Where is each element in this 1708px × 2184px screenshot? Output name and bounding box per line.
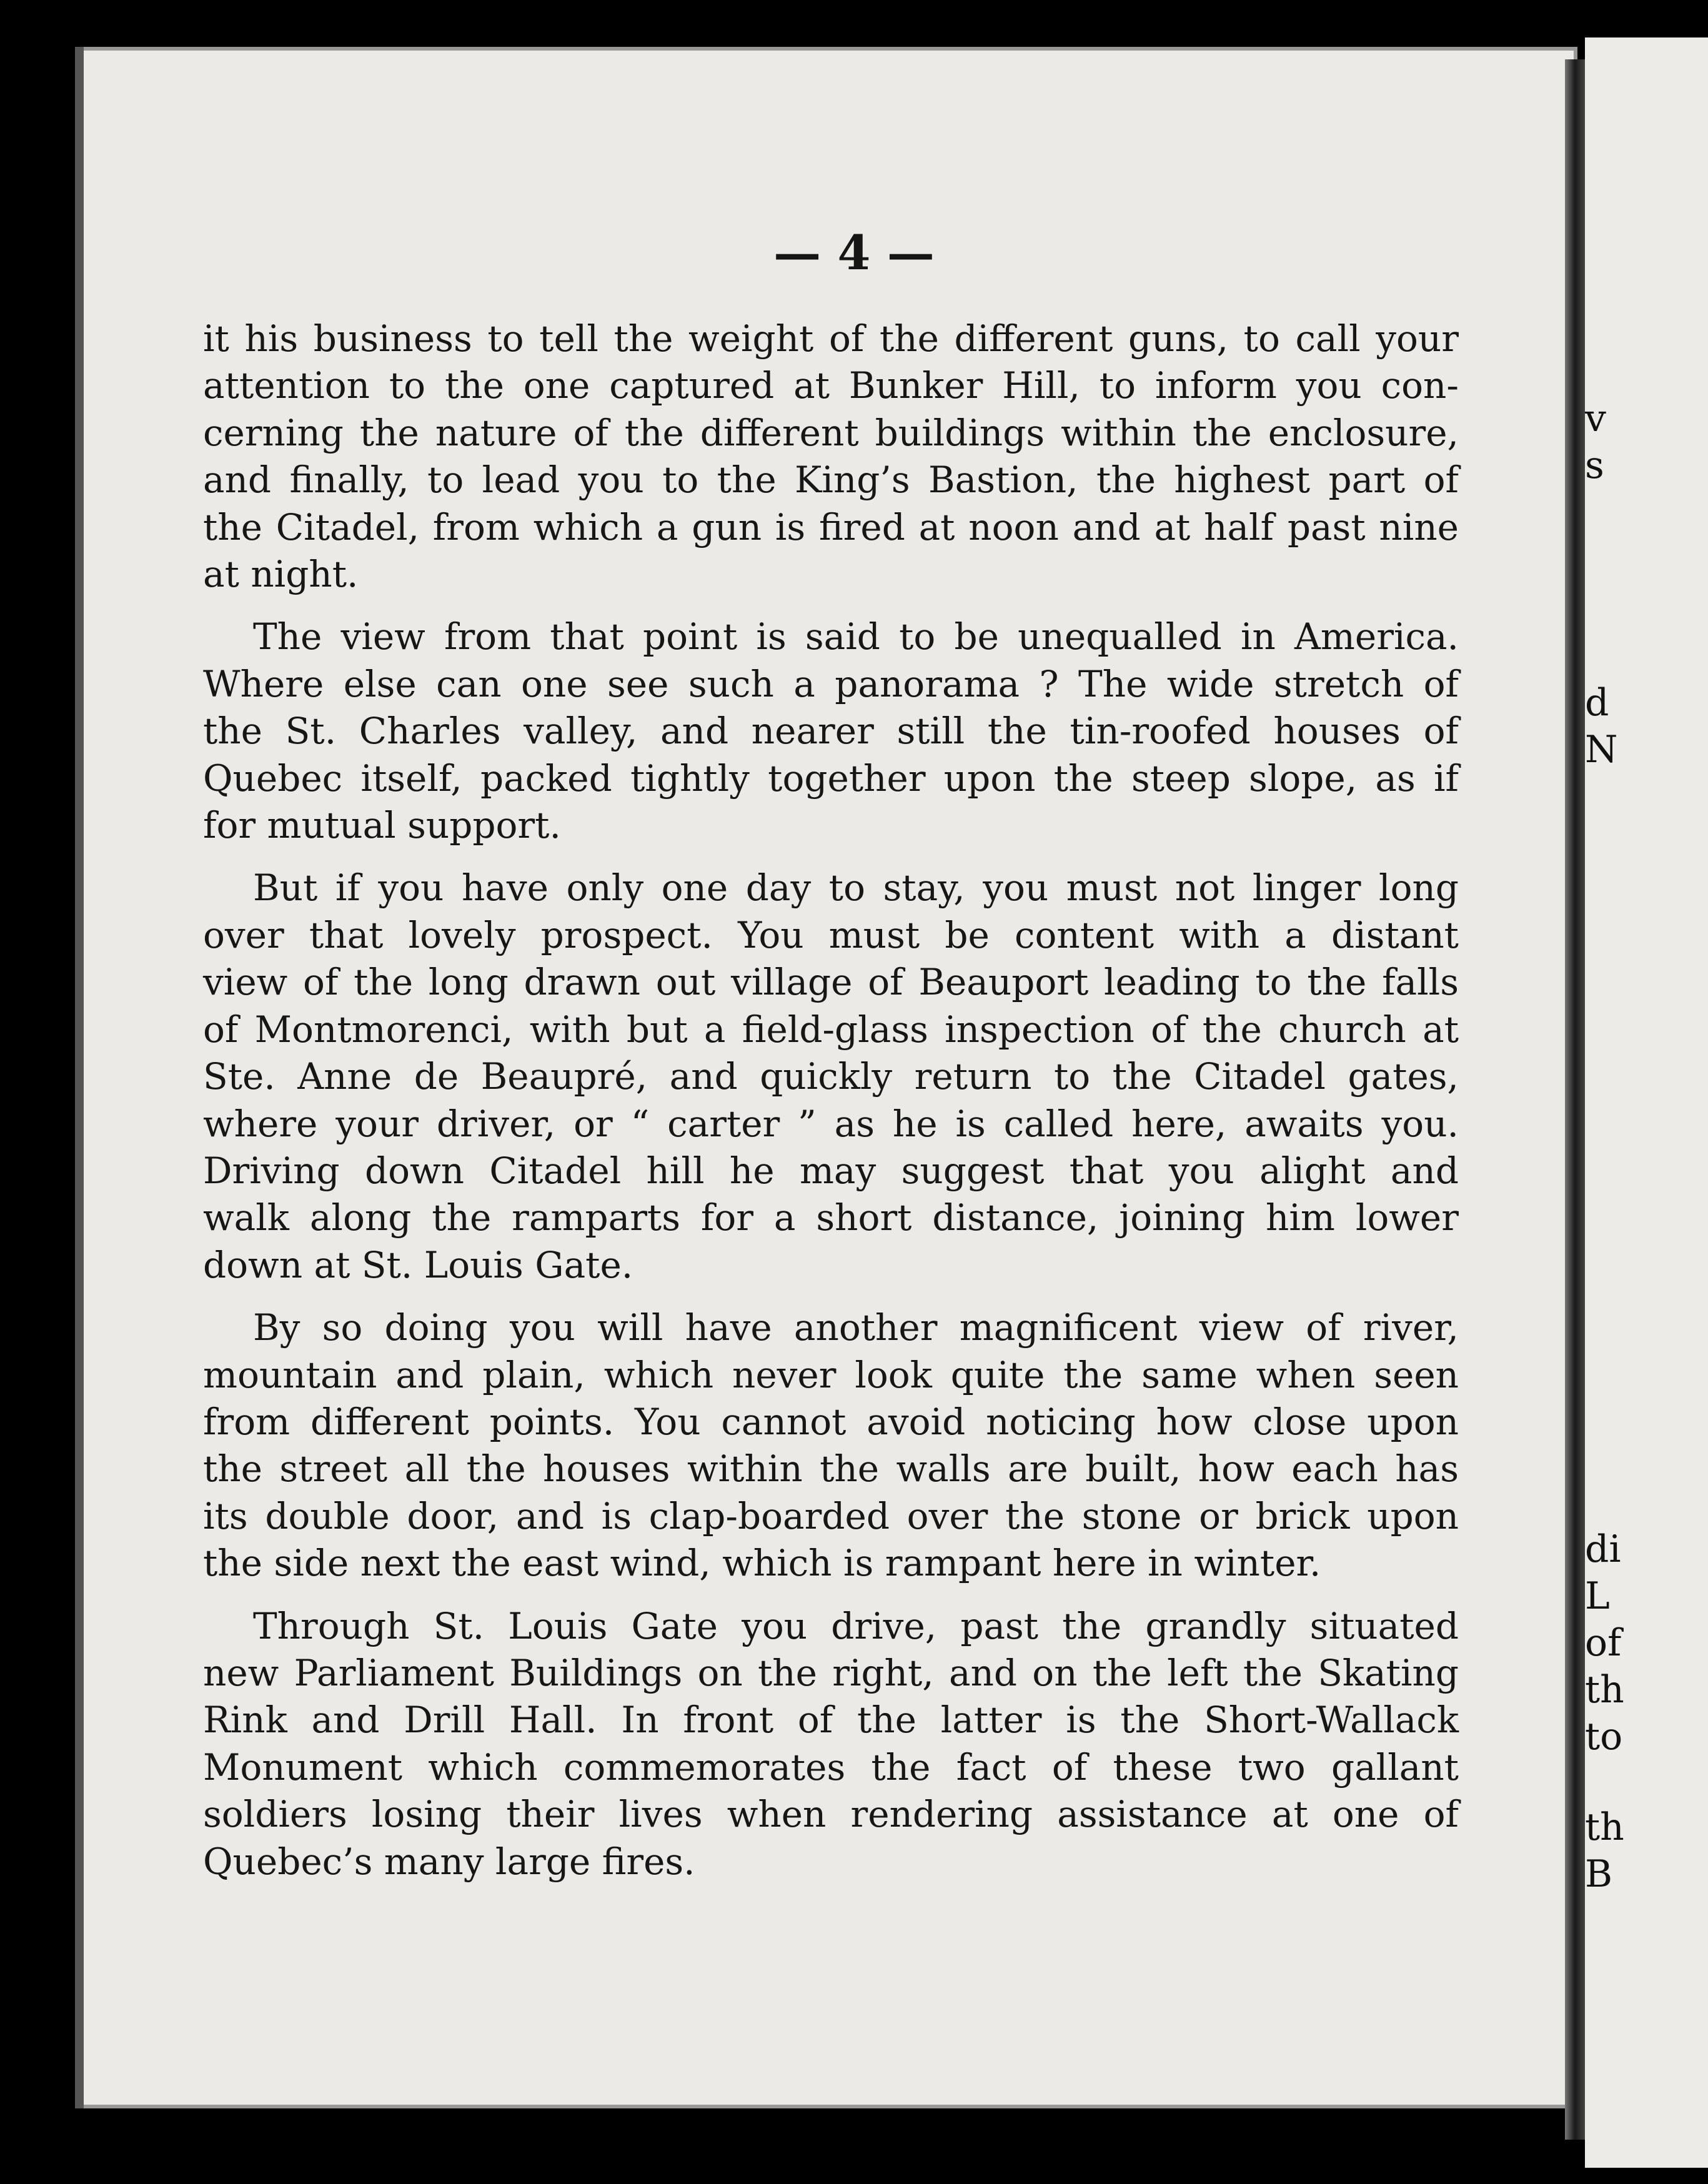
- facing-page-fragment: of: [1585, 1621, 1622, 1665]
- text-line: Quebec itself, packed tightly together upon the steep slope, as if: [203, 757, 1459, 800]
- text-line: But if you have only one day to stay, you must not linger long: [253, 866, 1459, 910]
- text-line: and finally, to lead you to the King’s Bastion, the highest part of: [203, 459, 1459, 502]
- text-line: of Montmorenci, with but a field-glass inspection of the church at: [203, 1008, 1459, 1051]
- text-line: for mutual support.: [203, 804, 561, 847]
- text-line: Monument which commemorates the fact of these two gallant: [203, 1745, 1459, 1789]
- page-edge-shadow: [75, 47, 84, 2108]
- facing-page-fragment: N: [1585, 728, 1618, 772]
- text-line: where your driver, or “ carter ” as he is called here, awaits you.: [203, 1102, 1459, 1145]
- text-line: the side next the east wind, which is rampant here in winter.: [203, 1542, 1321, 1585]
- paragraph: [203, 865, 1459, 1289]
- text-line: walk along the ramparts for a short distance, joining him lower: [203, 1196, 1459, 1239]
- text-line: Quebec’s many large fires.: [203, 1840, 695, 1883]
- text-line: the street all the houses within the walls are built, how each has: [203, 1447, 1459, 1491]
- facing-page-fragment: di: [1585, 1527, 1621, 1571]
- facing-page-fragment: L: [1585, 1574, 1610, 1618]
- text-line: view of the long drawn out village of Beauport leading to the falls: [203, 961, 1459, 1004]
- text-line: Rink and Drill Hall. In front of the latter is the Short-Wallack: [203, 1699, 1459, 1742]
- facing-page-edge: [1585, 37, 1708, 2168]
- body-text: [203, 315, 1459, 1901]
- facing-page-fragment: v: [1585, 397, 1606, 440]
- text-line: its double door, and is clap-boarded over the stone or brick upon: [203, 1494, 1459, 1537]
- text-line: Ste. Anne de Beaupré, and quickly return to the Citadel gates,: [203, 1055, 1459, 1098]
- page-number: — 4 —: [773, 225, 935, 280]
- facing-page-fragment: to: [1585, 1715, 1623, 1759]
- text-line: at night.: [203, 553, 359, 596]
- paragraph: [203, 613, 1459, 849]
- facing-page-fragment: th: [1585, 1805, 1624, 1849]
- text-line: down at St. Louis Gate.: [203, 1243, 633, 1286]
- facing-page-fragment: B: [1585, 1852, 1613, 1896]
- text-line: By so doing you will have another magnificent view of river,: [253, 1306, 1459, 1349]
- facing-page-fragment: s: [1585, 444, 1604, 487]
- text-line: Driving down Citadel hill he may suggest that you alight and: [203, 1149, 1459, 1192]
- text-line: it his business to tell the weight of the different guns, to call your: [203, 317, 1459, 360]
- paragraph: [203, 315, 1459, 598]
- paragraph: [203, 1603, 1459, 1885]
- text-line: over that lovely prospect. You must be content with a distant: [203, 913, 1459, 956]
- text-line: cerning the nature of the different buildings within the enclosure,: [203, 411, 1459, 454]
- text-line: attention to the one captured at Bunker Hill, to inform you con-: [203, 364, 1459, 407]
- book-gutter: [1565, 59, 1585, 2140]
- text-line: new Parliament Buildings on the right, and on the left the Skating: [203, 1651, 1459, 1694]
- text-line: the St. Charles valley, and nearer still the tin-roofed houses of: [203, 710, 1459, 753]
- text-line: the Citadel, from which a gun is fired at noon and at half past nine: [203, 505, 1459, 548]
- facing-page-fragment: th: [1585, 1668, 1624, 1712]
- paragraph: [203, 1304, 1459, 1587]
- text-line: mountain and plain, which never look quite the same when seen: [203, 1353, 1459, 1396]
- facing-page-fragment: d: [1585, 681, 1609, 725]
- text-line: soldiers losing their lives when rendering assistance at one of: [203, 1793, 1459, 1836]
- text-line: Through St. Louis Gate you drive, past the grandly situated: [253, 1604, 1459, 1647]
- text-line: Where else can one see such a panorama ? The wide stretch of: [203, 662, 1459, 705]
- text-line: from different points. You cannot avoid noticing how close upon: [203, 1400, 1459, 1443]
- text-line: The view from that point is said to be unequalled in America.: [253, 615, 1459, 658]
